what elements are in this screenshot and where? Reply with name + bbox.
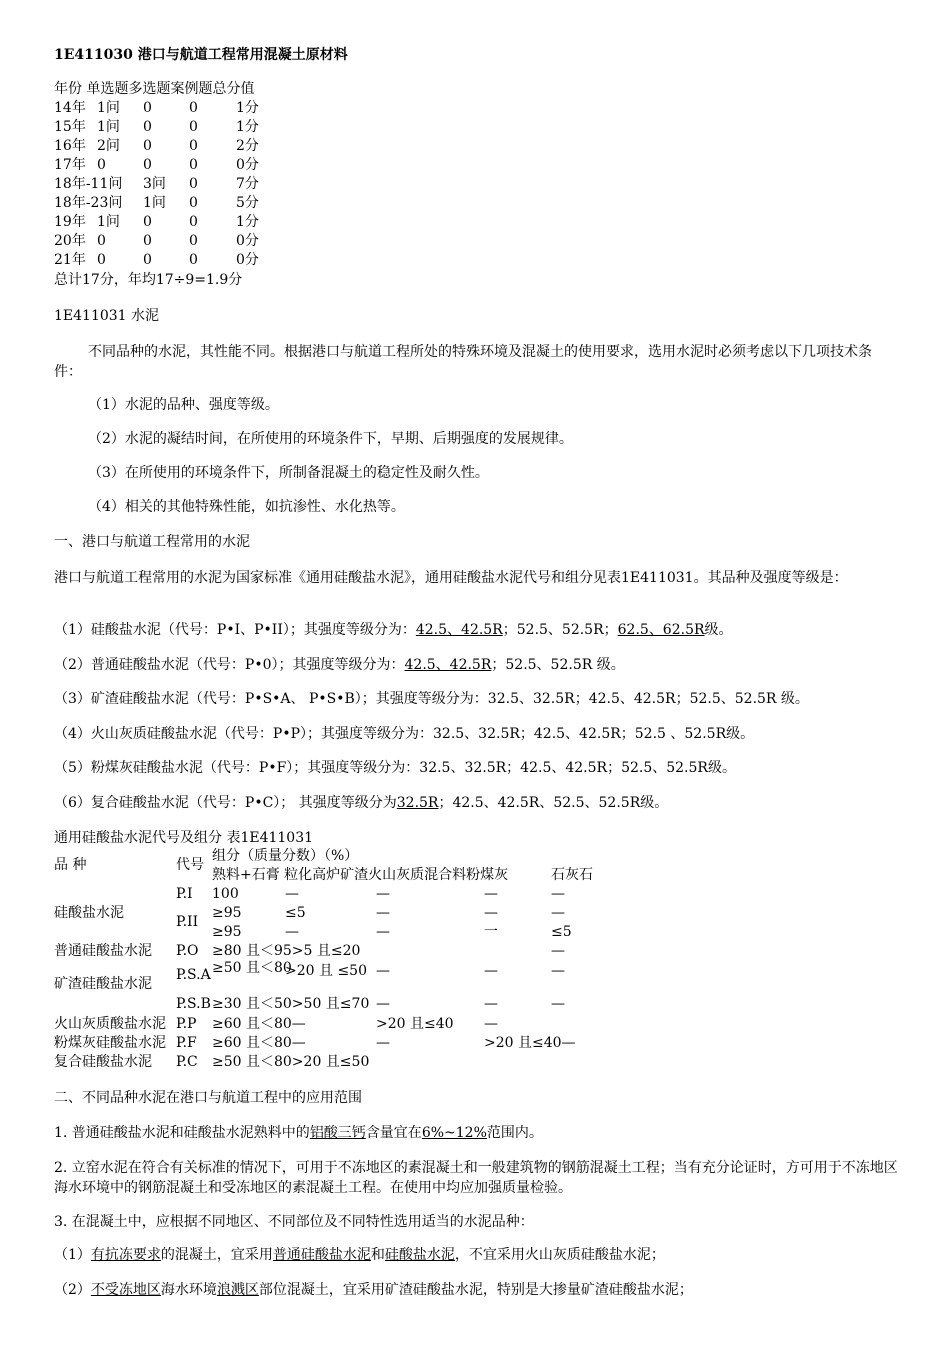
component-value: — xyxy=(484,963,498,979)
component-value: — xyxy=(376,886,390,902)
component-value: — xyxy=(551,886,565,902)
score-cell: 0 xyxy=(189,233,198,249)
application-item-2: 2. 立窑水泥在符合有关标准的情况下，可用于不冻地区的素混凝土和一般建筑物的钢筋混凝土工程；当有充分论证时，方可用于不冻地区海水环境中的钢筋混凝土和受冻地区的素混凝土工程。在使用中均应加强质量检验。 xyxy=(54,1160,898,1196)
score-cell: 0 xyxy=(189,176,198,192)
cement-variety: 矿渣硅酸盐水泥 xyxy=(54,976,152,992)
header-code: 代号 xyxy=(176,857,204,873)
cement-code: P.O xyxy=(176,943,199,959)
score-cell: 0 xyxy=(97,157,106,173)
cement-code: P.II xyxy=(176,914,199,930)
component-value: — xyxy=(484,996,498,1012)
cement-variety: 普通硅酸盐水泥 xyxy=(54,943,152,959)
component-value: ≤5 xyxy=(551,924,572,940)
cement-code: P.C xyxy=(176,1054,198,1070)
score-cell: 18年-23问 xyxy=(54,195,123,211)
score-cell: 0 xyxy=(189,119,198,135)
score-cell: 0 xyxy=(189,195,198,211)
score-cell: 0 xyxy=(143,100,152,116)
grade-item: （4）火山灰质硅酸盐水泥（代号：P•P）；其强度等级分为：32.5、32.5R；42.5、42.5R；52.5 、52.5R级。 xyxy=(54,725,755,742)
cement-variety: 火山灰质酸盐水泥 xyxy=(54,1016,166,1032)
score-cell: 2问 xyxy=(97,138,120,154)
header-component-group: 组分（质量分数）（%） xyxy=(212,848,359,864)
header-component-columns: 熟料+石膏 粒化高炉矿渣火山灰质混合料粉煤灰 xyxy=(212,867,509,883)
component-value: — xyxy=(551,996,565,1012)
cement-code: P.F xyxy=(176,1035,197,1051)
score-cell: 0 xyxy=(143,252,152,268)
score-cell: 0 xyxy=(189,157,198,173)
component-value: — xyxy=(551,943,565,959)
cement-variety: 复合硅酸盐水泥 xyxy=(54,1054,152,1070)
grade-item: （5）粉煤灰硅酸盐水泥（代号：P•F）；其强度等级分为：32.5、32.5R；42.5、42.5R；52.5、52.5R级。 xyxy=(54,760,736,776)
cement-code: P.S.A xyxy=(176,967,211,983)
score-cell: 7分 xyxy=(236,176,259,192)
application-item-1: 1. 普通硅酸盐水泥和硅酸盐水泥熟料中的铝酸三钙含量宜在6%~12%范围内。 xyxy=(54,1125,543,1141)
component-value: ≥60 且＜80— xyxy=(212,1035,306,1051)
condition-item: （3）在所使用的环境条件下，所制备混凝土的稳定性及耐久性。 xyxy=(88,465,489,481)
component-value: — xyxy=(376,924,390,940)
score-cell: 15年 xyxy=(54,119,86,135)
score-cell: 19年 xyxy=(54,214,86,230)
component-value: ≥60 且＜80— xyxy=(212,1016,306,1032)
score-cell: 0 xyxy=(97,252,106,268)
score-cell: 16年 xyxy=(54,138,86,154)
component-value: ≥50 且＜80>20 且≤50 xyxy=(212,1054,370,1070)
component-value: — xyxy=(285,924,299,940)
component-value: — xyxy=(484,886,498,902)
grade-item: （1）硅酸盐水泥（代号：P•I、P•II）；其强度等级分为：42.5、42.5R；52.5、52.5R；62.5、62.5R级。 xyxy=(54,622,733,638)
intro-paragraph: 不同品种的水泥，其性能不同。根据港口与航道工程所处的特殊环境及混凝土的使用要求，选用水泥时必须考虑以下几项技术条件： xyxy=(54,344,872,380)
score-cell: 0 xyxy=(189,252,198,268)
component-value: — xyxy=(376,963,390,979)
header-limestone: 石灰石 xyxy=(551,867,593,883)
component-value: >20 且≤40— xyxy=(484,1035,576,1051)
header-variety: 品 种 xyxy=(54,857,87,873)
application-item-3-1: （1）有抗冻要求的混凝土，宜采用普通硅酸盐水泥和硅酸盐水泥，不宜采用火山灰质硅酸盐水泥； xyxy=(54,1247,665,1263)
score-cell: 5分 xyxy=(236,195,259,211)
component-value: — xyxy=(484,1016,498,1032)
component-value: — xyxy=(376,905,390,921)
score-cell: 0 xyxy=(189,214,198,230)
component-value: — xyxy=(551,963,565,979)
component-value: >20 且≤40 xyxy=(376,1016,454,1032)
score-cell: 1分 xyxy=(236,100,259,116)
cement-variety: 硅酸盐水泥 xyxy=(54,905,124,921)
score-table-header: 年份 单选题多选题案例题总分值 xyxy=(54,81,255,97)
component-value: 100 xyxy=(212,886,239,902)
component-value: — xyxy=(376,996,390,1012)
score-cell: 0分 xyxy=(236,252,259,268)
score-cell: 18年-11问 xyxy=(54,176,123,192)
heading-application-scope: 二、不同品种水泥在港口与航道工程中的应用范围 xyxy=(54,1090,362,1106)
score-cell: 0分 xyxy=(236,157,259,173)
condition-item: （2）水泥的凝结时间，在所使用的环境条件下，早期、后期强度的发展规律。 xyxy=(88,431,573,447)
cement-code: P.I xyxy=(176,886,193,902)
grade-item: （2）普通硅酸盐水泥（代号：P•0）；其强度等级分为：42.5、42.5R；52.5、52.5R 级。 xyxy=(54,656,625,673)
cement-code: P.S.B xyxy=(176,996,211,1012)
score-cell: 2分 xyxy=(236,138,259,154)
score-cell: 0 xyxy=(143,138,152,154)
score-cell: 3问 xyxy=(143,176,166,192)
score-cell: 1分 xyxy=(236,214,259,230)
cement-variety: 粉煤灰硅酸盐水泥 xyxy=(54,1035,166,1051)
score-cell: 0 xyxy=(143,214,152,230)
score-cell: 1问 xyxy=(97,119,120,135)
score-cell: 0分 xyxy=(236,233,259,249)
grade-item: （6）复合硅酸盐水泥（代号：P•C）； 其强度等级分为32.5R；42.5、42.5R、52.5、52.5R级。 xyxy=(54,794,669,811)
component-value: — xyxy=(484,905,498,921)
cement-code: P.P xyxy=(176,1016,197,1032)
score-cell: 0 xyxy=(189,100,198,116)
component-value: — xyxy=(551,905,565,921)
cement-standard-paragraph: 港口与航道工程常用的水泥为国家标准《通用硅酸盐水泥》，通用硅酸盐水泥代号和组分见表1E411031。其品种及强度等级是： xyxy=(54,570,848,586)
table-caption: 通用硅酸盐水泥代号及组分 表1E411031 xyxy=(54,830,314,846)
component-value: ≥95 xyxy=(212,924,242,940)
condition-item: （1）水泥的品种、强度等级。 xyxy=(88,397,279,413)
score-cell: 21年 xyxy=(54,252,86,268)
application-item-3: 3. 在混凝土中，应根据不同地区、不同部位及不同特性选用适当的水泥品种： xyxy=(54,1214,534,1230)
score-cell: 17年 xyxy=(54,157,86,173)
score-cell: 0 xyxy=(143,157,152,173)
score-cell: 14年 xyxy=(54,100,86,116)
score-cell: 1问 xyxy=(97,100,120,116)
component-value: — xyxy=(285,886,299,902)
component-value: >20 且 ≤50 xyxy=(285,963,367,979)
component-value: ≥30 且＜50>50 且≤70 xyxy=(212,996,370,1012)
score-cell: 0 xyxy=(143,233,152,249)
application-item-3-2: （2）不受冻地区海水环境浪溅区部位混凝土，宜采用矿渣硅酸盐水泥，特别是大掺量矿渣硅酸盐水泥； xyxy=(54,1282,693,1298)
component-value: ≤5 xyxy=(285,905,306,921)
score-cell: 0 xyxy=(97,233,106,249)
score-cell: 1问 xyxy=(143,195,166,211)
section-heading-cement: 1E411031 水泥 xyxy=(54,308,160,324)
component-value: ≥50 且＜80 xyxy=(212,960,292,976)
page-title: 1E411030 港口与航道工程常用混凝土原材料 xyxy=(54,47,348,63)
component-value: — xyxy=(376,1035,390,1051)
component-value: ≥95 xyxy=(212,905,242,921)
score-total: 总计17分，年均17÷9=1.9分 xyxy=(54,272,243,288)
condition-item: （4）相关的其他特殊性能，如抗渗性、水化热等。 xyxy=(88,499,405,515)
component-value: 一 xyxy=(484,924,498,940)
score-cell: 0 xyxy=(143,119,152,135)
score-cell: 1问 xyxy=(97,214,120,230)
score-cell: 1分 xyxy=(236,119,259,135)
grade-item: （3）矿渣硅酸盐水泥（代号：P•S•A、 P•S•B）；其强度等级分为：32.5、32.5R；42.5、42.5R；52.5、52.5R 级。 xyxy=(54,691,809,707)
score-cell: 20年 xyxy=(54,233,86,249)
score-cell: 0 xyxy=(189,138,198,154)
heading-common-cement: 一、港口与航道工程常用的水泥 xyxy=(54,534,250,550)
component-value: ≥80 且＜95>5 且≤20 xyxy=(212,943,361,959)
